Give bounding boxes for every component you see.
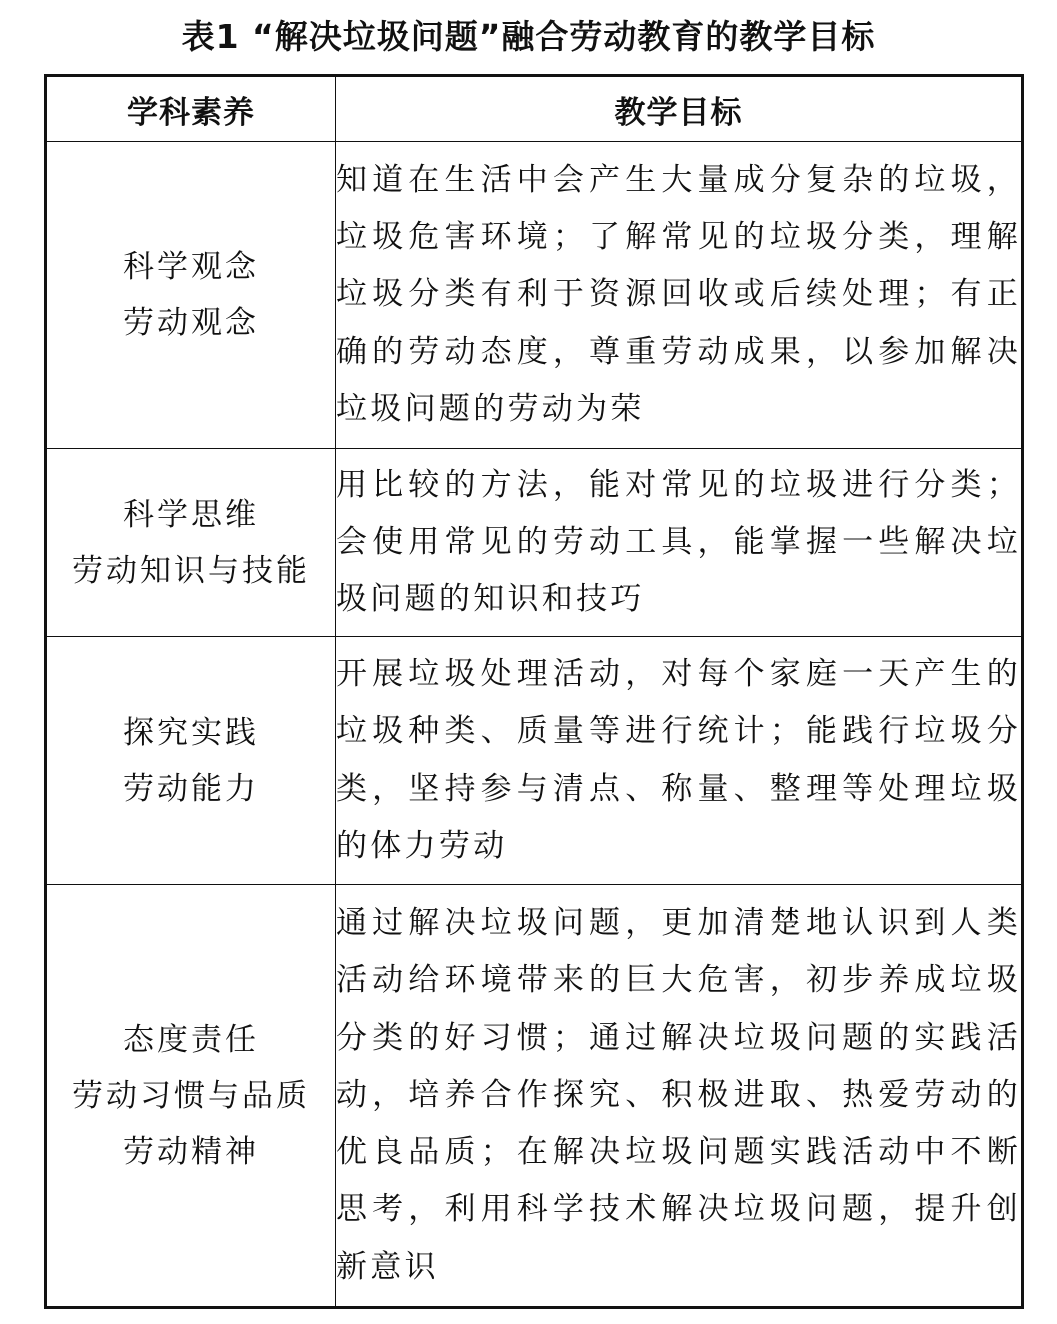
literacy-line: 劳动能力	[123, 770, 259, 807]
table-row	[46, 449, 1023, 637]
table-title: 表1 “解决垃圾问题”融合劳动教育的教学目标	[181, 17, 876, 56]
table-row	[46, 142, 1023, 449]
literacy-cell	[46, 142, 336, 449]
literacy-line: 科学思维	[123, 496, 259, 533]
literacy-cell	[46, 885, 336, 1308]
goal-cell: 知道在生活中会产生大量成分复杂的垃圾，垃圾危害环境；了解常见的垃圾分类，理解垃圾分类有利于资源回收或后续处理；有正确的劳动态度，尊重劳动成果，以参加解决垃圾问题的劳动为荣	[336, 142, 1023, 449]
literacy-line: 劳动精神	[123, 1133, 259, 1170]
goal-cell: 开展垃圾处理活动，对每个家庭一天产生的垃圾种类、质量等进行统计；能践行垃圾分类，坚持参与清点、称量、整理等处理垃圾的体力劳动	[336, 637, 1023, 885]
table-row	[46, 637, 1023, 885]
header-goal: 教学目标	[336, 76, 1023, 142]
teaching-goals-table	[44, 74, 1024, 1309]
goal-cell: 用比较的方法，能对常见的垃圾进行分类；会使用常见的劳动工具，能掌握一些解决垃圾问题的知识和技巧	[336, 449, 1023, 637]
header-literacy: 学科素养	[46, 76, 336, 142]
literacy-line: 劳动观念	[123, 305, 259, 341]
literacy-line: 探究实践	[123, 714, 259, 751]
goal-cell: 通过解决垃圾问题，更加清楚地认识到人类活动给环境带来的巨大危害，初步养成垃圾分类的好习惯；通过解决垃圾问题的实践活动，培养合作探究、积极进取、热爱劳动的优良品质；在解决垃圾问题实践活动中不断思考，利用科学技术解决垃圾问题，提升创新意识	[336, 885, 1023, 1308]
literacy-line: 科学观念	[123, 249, 259, 285]
literacy-cell	[46, 637, 336, 885]
literacy-cell	[46, 449, 336, 637]
literacy-line: 态度责任	[123, 1021, 259, 1058]
literacy-line: 劳动习惯与品质	[72, 1077, 310, 1114]
table-row	[46, 885, 1023, 1308]
table-header-row	[46, 76, 1023, 142]
literacy-line: 劳动知识与技能	[72, 552, 310, 589]
